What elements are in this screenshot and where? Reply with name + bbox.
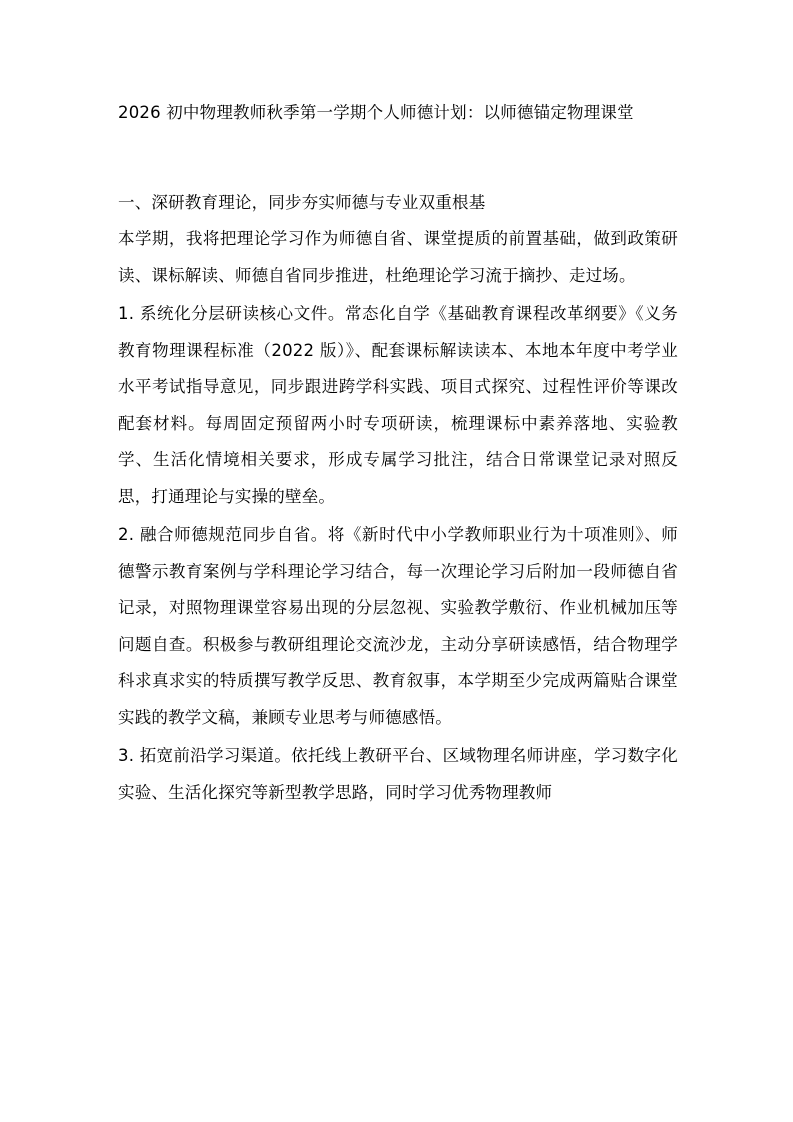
list-item: 2. 融合师德规范同步自省。将《新时代中小学教师职业行为十项准则》、师德警示教育案例与学科理论学习结合，每一次理论学习后附加一段师德自省记录，对照物理课堂容易出现的分层忽视、实验教学敷衍、作业机械加压等问题自查。积极参与教研组理论交流沙龙，主动分享研读感悟，结合物理学科求真求实的特质撰写教学反思、教育叙事，本学期至少完成两篇贴合课堂实践的教学文稿，兼顾专业思考与师德感悟。: [118, 525, 678, 727]
list-item: 1. 系统化分层研读核心文件。常态化自学《基础教育课程改革纲要》《义务教育物理课程标准（2022 版）》、配套课标解读读本、本地本年度中考学业水平考试指导意见，同步跟进跨学科实践、项目式探究、过程性评价等课改配套材料。每周固定预留两小时专项研读，梳理课标中素养落地、实验教学、生活化情境相关要求，形成专属学习批注，结合日常课堂记录对照反思，打通理论与实操的壁垒。: [118, 304, 678, 506]
list-item: 3. 拓宽前沿学习渠道。依托线上教研平台、区域物理名师讲座，学习数字化实验、生活化探究等新型教学思路，同时学习优秀物理教师: [118, 746, 678, 802]
section-heading: 一、深研教育理论，同步夯实师德与专业双重根基: [118, 192, 486, 212]
section-intro: 本学期，我将把理论学习作为师德自省、课堂提质的前置基础，做到政策研读、课标解读、师德自省同步推进，杜绝理论学习流于摘抄、走过场。: [118, 229, 678, 285]
document-body: [118, 95, 678, 813]
document-title: 2026 初中物理教师秋季第一学期个人师德计划：以师德锚定物理课堂: [118, 103, 634, 122]
title-spacer: [118, 132, 678, 185]
